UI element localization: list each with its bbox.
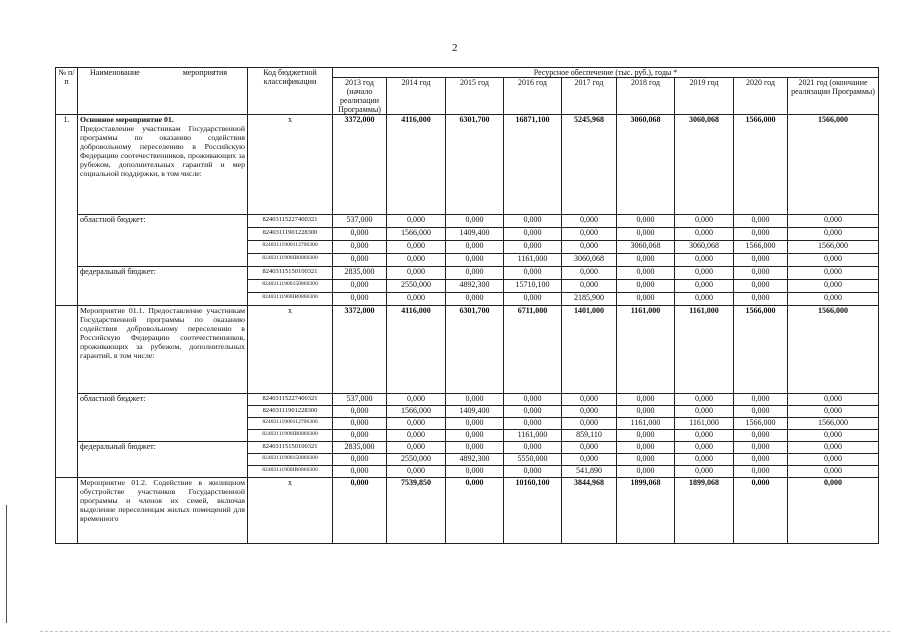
- value-cell: 0,000: [504, 228, 562, 241]
- budget-code: 82403115227400321: [248, 215, 333, 228]
- value-cell: 0,000: [387, 267, 446, 280]
- value-cell: 0,000: [734, 394, 788, 406]
- value-cell: 0,000: [617, 466, 675, 478]
- value-cell: 0,000: [617, 293, 675, 306]
- value-cell: 0,000: [562, 267, 617, 280]
- budget-code-cell: x: [248, 115, 333, 215]
- header-year: 2014 год: [387, 78, 446, 115]
- value-cell: 0,000: [446, 442, 504, 454]
- budget-code: 82403111901228300: [248, 406, 333, 418]
- value-cell: 4892,300: [446, 454, 504, 466]
- value-cell: 0,000: [387, 215, 446, 228]
- value-cell: 0,000: [734, 454, 788, 466]
- value-cell: 0,000: [446, 418, 504, 430]
- value-cell: 1161,000: [617, 306, 675, 394]
- value-cell: 0,000: [675, 254, 734, 267]
- value-cell: 0,000: [446, 241, 504, 254]
- value-cell: 0,000: [446, 394, 504, 406]
- value-cell: 0,000: [675, 406, 734, 418]
- measure-text: Предоставление участникам Государственной программы по оказанию содействия добровольному переселению в Российскую Федерацию соотечественников, проживающих за рубежом, дополнительных гарантий и мер социальной поддержки, в том числе:: [80, 124, 245, 178]
- value-cell: 0,000: [562, 215, 617, 228]
- value-cell: 0,000: [734, 254, 788, 267]
- measure-text: Мероприятие 01.1. Предоставление участникам Государственной программы по оказанию содействия добровольному переселению в Российскую Федерацию соотечественников, проживающих за рубежом, дополнительных гарантий, в том числе:: [80, 306, 245, 360]
- value-cell: 0,000: [333, 241, 387, 254]
- header-year: 2021 год (окончание реализации Программы): [788, 78, 879, 115]
- value-cell: 0,000: [675, 293, 734, 306]
- value-cell: 0,000: [504, 215, 562, 228]
- value-cell: 0,000: [617, 254, 675, 267]
- value-cell: 0,000: [387, 442, 446, 454]
- value-cell: 0,000: [504, 394, 562, 406]
- value-cell: 6301,700: [446, 306, 504, 394]
- federal-budget-label: федеральный бюджет:: [78, 442, 248, 478]
- oblast-budget-label: областной бюджет:: [78, 394, 248, 442]
- value-cell: 0,000: [562, 394, 617, 406]
- value-cell: 0,000: [333, 454, 387, 466]
- value-cell: 0,000: [788, 228, 879, 241]
- value-cell: 0,000: [675, 442, 734, 454]
- value-cell: 0,000: [788, 454, 879, 466]
- measure-description: [78, 478, 248, 544]
- value-cell: 0,000: [675, 430, 734, 442]
- row-number: [56, 478, 78, 544]
- value-cell: 0,000: [562, 228, 617, 241]
- budget-code-cell: x: [248, 478, 333, 544]
- header-year: 2020 год: [734, 78, 788, 115]
- value-cell: 2550,000: [387, 280, 446, 293]
- budget-code: 82403111900IR0860300: [248, 430, 333, 442]
- value-cell: 0,000: [675, 228, 734, 241]
- value-cell: 1409,400: [446, 228, 504, 241]
- value-cell: 1566,000: [788, 418, 879, 430]
- value-cell: 0,000: [734, 406, 788, 418]
- value-cell: 1161,000: [504, 254, 562, 267]
- value-cell: 0,000: [504, 466, 562, 478]
- value-cell: 5245,968: [562, 115, 617, 215]
- value-cell: 0,000: [675, 466, 734, 478]
- value-cell: 3060,068: [675, 241, 734, 254]
- value-cell: 0,000: [734, 215, 788, 228]
- scan-margin-line: [6, 505, 7, 623]
- value-cell: 0,000: [504, 293, 562, 306]
- header-row-1: [56, 68, 879, 78]
- value-cell: 0,000: [504, 418, 562, 430]
- header-code: Код бюджетной классификации: [248, 68, 333, 115]
- value-cell: 2835,000: [333, 442, 387, 454]
- value-cell: 0,000: [387, 293, 446, 306]
- value-cell: 0,000: [333, 254, 387, 267]
- measure-description: [78, 306, 248, 394]
- header-name: [78, 68, 248, 115]
- value-cell: 2835,000: [333, 267, 387, 280]
- value-cell: 0,000: [562, 241, 617, 254]
- table-row: [56, 478, 879, 544]
- budget-code: 82403111900150860300: [248, 280, 333, 293]
- value-cell: 0,000: [617, 215, 675, 228]
- value-cell: 3060,068: [675, 115, 734, 215]
- value-cell: 16871,100: [504, 115, 562, 215]
- value-cell: 0,000: [446, 254, 504, 267]
- value-cell: 1566,000: [387, 406, 446, 418]
- table-row: [56, 267, 879, 280]
- header-year: 2013 год (начало реализации Программы): [333, 78, 387, 115]
- value-cell: 541,890: [562, 466, 617, 478]
- value-cell: 0,000: [617, 454, 675, 466]
- value-cell: 0,000: [333, 430, 387, 442]
- value-cell: 0,000: [788, 267, 879, 280]
- budget-code: 82403111900112706300: [248, 241, 333, 254]
- value-cell: 1566,000: [788, 241, 879, 254]
- table-row: [56, 442, 879, 454]
- value-cell: 0,000: [333, 280, 387, 293]
- value-cell: 0,000: [387, 430, 446, 442]
- value-cell: 0,000: [446, 430, 504, 442]
- measure-description: [78, 115, 248, 215]
- value-cell: 0,000: [734, 466, 788, 478]
- value-cell: 3060,068: [562, 254, 617, 267]
- value-cell: 4116,000: [387, 115, 446, 215]
- value-cell: 0,000: [788, 442, 879, 454]
- value-cell: 1566,000: [734, 306, 788, 394]
- value-cell: 0,000: [333, 418, 387, 430]
- value-cell: 0,000: [788, 280, 879, 293]
- value-cell: 0,000: [387, 394, 446, 406]
- value-cell: 0,000: [504, 442, 562, 454]
- value-cell: 1899,068: [675, 478, 734, 544]
- header-resources: Ресурсное обеспечение (тыс. руб.), годы *: [333, 68, 879, 78]
- value-cell: 0,000: [562, 406, 617, 418]
- value-cell: 0,000: [788, 394, 879, 406]
- header-year: 2017 год: [562, 78, 617, 115]
- header-year: 2016 год: [504, 78, 562, 115]
- budget-code-cell: x: [248, 306, 333, 394]
- value-cell: 0,000: [562, 454, 617, 466]
- value-cell: 0,000: [562, 442, 617, 454]
- value-cell: 0,000: [675, 454, 734, 466]
- value-cell: 0,000: [675, 267, 734, 280]
- value-cell: 1161,000: [675, 418, 734, 430]
- value-cell: 0,000: [446, 215, 504, 228]
- federal-budget-label: федеральный бюджет:: [78, 267, 248, 306]
- value-cell: 6301,700: [446, 115, 504, 215]
- value-cell: 3060,068: [617, 241, 675, 254]
- value-cell: 537,000: [333, 394, 387, 406]
- header-name-word1: Наименование: [90, 68, 140, 77]
- value-cell: 0,000: [734, 228, 788, 241]
- value-cell: 1161,000: [617, 418, 675, 430]
- table-body: [56, 68, 879, 544]
- value-cell: 0,000: [504, 406, 562, 418]
- budget-code: 82403111900150860300: [248, 454, 333, 466]
- value-cell: 0,000: [734, 442, 788, 454]
- value-cell: 0,000: [675, 215, 734, 228]
- value-cell: 859,110: [562, 430, 617, 442]
- oblast-budget-label: областной бюджет:: [78, 215, 248, 267]
- value-cell: 3844,968: [562, 478, 617, 544]
- page-number: 2: [452, 42, 458, 54]
- resource-table: [55, 67, 879, 544]
- value-cell: 0,000: [617, 430, 675, 442]
- value-cell: 3372,000: [333, 115, 387, 215]
- value-cell: 0,000: [562, 280, 617, 293]
- value-cell: 0,000: [617, 442, 675, 454]
- value-cell: 0,000: [387, 466, 446, 478]
- budget-code: 82403115150100321: [248, 267, 333, 280]
- value-cell: 0,000: [617, 228, 675, 241]
- value-cell: 0,000: [387, 418, 446, 430]
- value-cell: 0,000: [333, 293, 387, 306]
- value-cell: 1566,000: [387, 228, 446, 241]
- value-cell: 0,000: [788, 293, 879, 306]
- budget-code: 82403111901228300: [248, 228, 333, 241]
- budget-code: 82403111900IR0860300: [248, 254, 333, 267]
- value-cell: 1161,000: [675, 306, 734, 394]
- value-cell: 1566,000: [734, 241, 788, 254]
- value-cell: 0,000: [617, 394, 675, 406]
- table-row: [56, 306, 879, 394]
- value-cell: 3372,000: [333, 306, 387, 394]
- value-cell: 0,000: [675, 394, 734, 406]
- value-cell: 4116,000: [387, 306, 446, 394]
- value-cell: 6711,000: [504, 306, 562, 394]
- row-number: 1.: [56, 115, 78, 306]
- value-cell: 0,000: [788, 466, 879, 478]
- value-cell: 1566,000: [734, 418, 788, 430]
- table-row: [56, 115, 879, 215]
- value-cell: 0,000: [734, 280, 788, 293]
- value-cell: 0,000: [788, 254, 879, 267]
- value-cell: 1161,000: [504, 430, 562, 442]
- value-cell: 0,000: [333, 466, 387, 478]
- value-cell: 0,000: [734, 267, 788, 280]
- value-cell: 1899,068: [617, 478, 675, 544]
- value-cell: 1566,000: [788, 115, 879, 215]
- value-cell: 0,000: [446, 478, 504, 544]
- table-row: [56, 394, 879, 406]
- scan-bottom-line: [40, 631, 890, 633]
- value-cell: 0,000: [734, 478, 788, 544]
- header-no: № п/ п: [56, 68, 78, 115]
- value-cell: 3060,068: [617, 115, 675, 215]
- value-cell: 0,000: [788, 430, 879, 442]
- value-cell: 0,000: [504, 241, 562, 254]
- value-cell: 1566,000: [734, 115, 788, 215]
- value-cell: 0,000: [788, 478, 879, 544]
- value-cell: 0,000: [333, 406, 387, 418]
- value-cell: 15710,100: [504, 280, 562, 293]
- budget-code: 82403115150100321: [248, 442, 333, 454]
- value-cell: 0,000: [446, 466, 504, 478]
- header-year: 2015 год: [446, 78, 504, 115]
- value-cell: 0,000: [387, 241, 446, 254]
- value-cell: 0,000: [734, 293, 788, 306]
- value-cell: 537,000: [333, 215, 387, 228]
- value-cell: 10160,100: [504, 478, 562, 544]
- value-cell: 0,000: [788, 406, 879, 418]
- value-cell: 0,000: [788, 215, 879, 228]
- value-cell: 0,000: [446, 293, 504, 306]
- value-cell: 0,000: [333, 478, 387, 544]
- value-cell: 0,000: [504, 267, 562, 280]
- value-cell: 1409,400: [446, 406, 504, 418]
- value-cell: 0,000: [617, 267, 675, 280]
- value-cell: 2550,000: [387, 454, 446, 466]
- value-cell: 1401,000: [562, 306, 617, 394]
- header-year: 2018 год: [617, 78, 675, 115]
- value-cell: 1566,000: [788, 306, 879, 394]
- value-cell: 4892,300: [446, 280, 504, 293]
- budget-code: 82403111900112706300: [248, 418, 333, 430]
- table-row: [56, 215, 879, 228]
- budget-code: 82403111900IR0860300: [248, 466, 333, 478]
- value-cell: 0,000: [617, 406, 675, 418]
- value-cell: 0,000: [446, 267, 504, 280]
- measure-title: Основное мероприятие 01.: [80, 115, 174, 124]
- value-cell: 0,000: [675, 280, 734, 293]
- value-cell: 0,000: [562, 418, 617, 430]
- header-year: 2019 год: [675, 78, 734, 115]
- value-cell: 0,000: [387, 254, 446, 267]
- budget-code: 82403115227400321: [248, 394, 333, 406]
- row-number: [56, 306, 78, 478]
- budget-code: 82403111900IR0860300: [248, 293, 333, 306]
- value-cell: 0,000: [617, 280, 675, 293]
- value-cell: 2185,900: [562, 293, 617, 306]
- measure-text: Мероприятие 01.2. Содействие в жилищном обустройстве участников Государственной программы и членов их семей, включая выделение переселенцам жилых помещений для временного: [80, 478, 245, 523]
- header-name-word2: мероприятия: [182, 68, 227, 77]
- value-cell: 5550,000: [504, 454, 562, 466]
- value-cell: 7539,850: [387, 478, 446, 544]
- value-cell: 0,000: [333, 228, 387, 241]
- value-cell: 0,000: [734, 430, 788, 442]
